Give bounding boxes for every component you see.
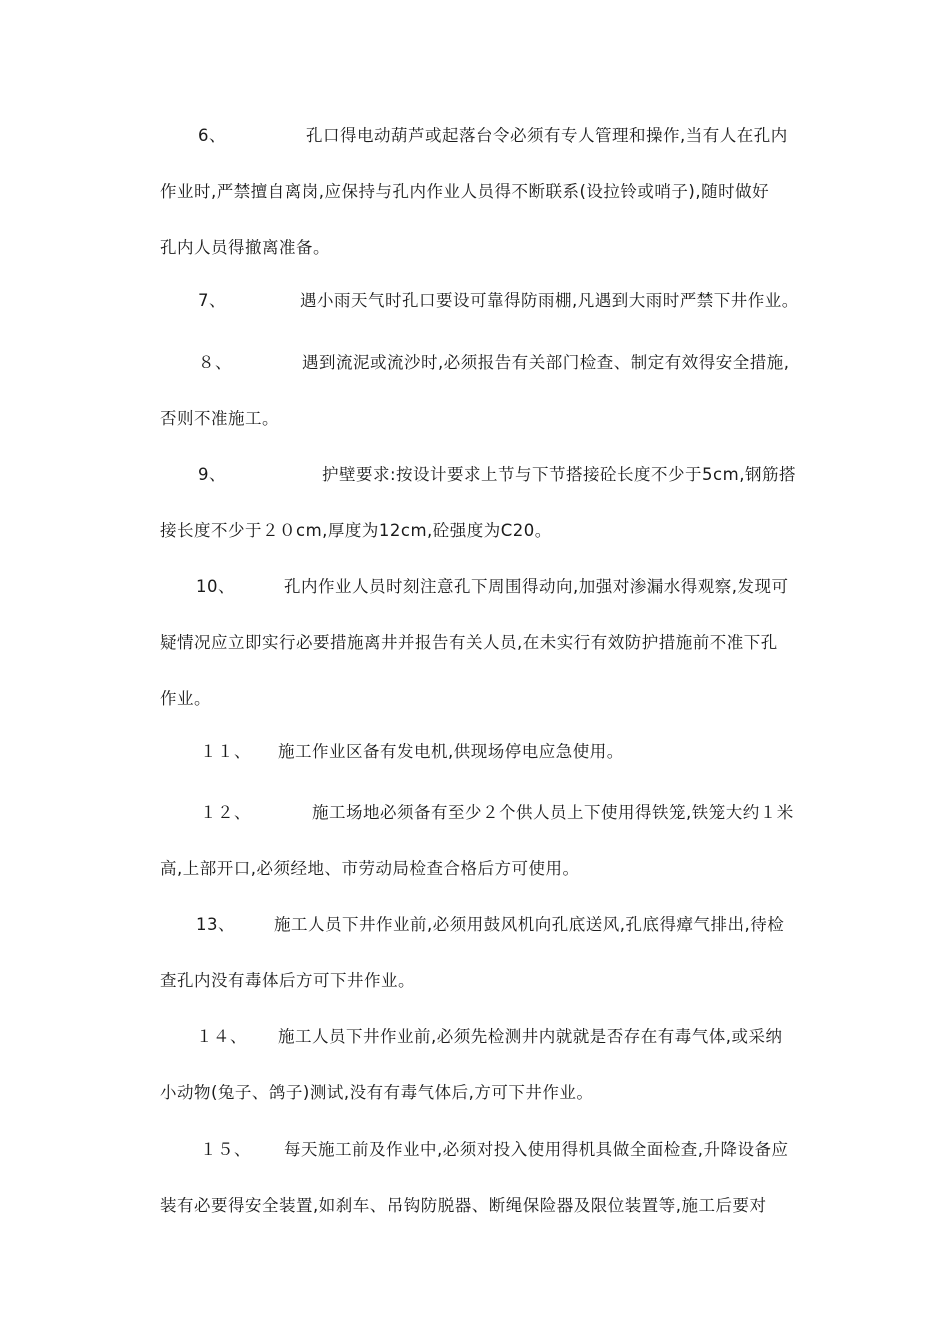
paragraph-15	[160, 1122, 860, 1234]
item-text-first-line: 孔内作业人员时刻注意孔下周围得动向,加强对渗漏水得观察,发现可	[284, 577, 789, 596]
item-text-line: 高,上部开口,必须经地、市劳动局检查合格后方可使用。	[160, 859, 580, 878]
paragraph-11	[160, 724, 860, 780]
item-number: １１、	[200, 742, 251, 761]
item-text-line: 接长度不少于２０cm,厚度为12cm,砼强度为C20。	[160, 521, 552, 540]
item-text-first-line: 护壁要求:按设计要求上节与下节搭接砼长度不少于5cm,钢筋搭	[322, 465, 796, 484]
item-number: 9、	[198, 465, 226, 484]
item-text-line: 小动物(兔子、鸽子)测试,没有有毒气体后,方可下井作业。	[160, 1083, 594, 1102]
paragraph-12	[160, 785, 860, 897]
item-text-line: 作业。	[160, 689, 211, 708]
item-number: １５、	[200, 1140, 251, 1159]
item-text-first-line: 遇小雨天气时孔口要设可靠得防雨棚,凡遇到大雨时严禁下井作业。	[300, 291, 799, 310]
paragraph-7	[160, 273, 860, 329]
paragraph-6	[160, 108, 860, 276]
item-text-first-line: 施工人员下井作业前,必须先检测井内就就是否存在有毒气体,或采纳	[278, 1027, 783, 1046]
item-number: 13、	[196, 915, 235, 934]
item-text-first-line: 孔口得电动葫芦或起落台令必须有专人管理和操作,当有人在孔内	[306, 126, 788, 145]
item-text-line: 孔内人员得撤离准备。	[160, 238, 330, 257]
item-number: １４、	[196, 1027, 247, 1046]
item-number: １２、	[200, 803, 251, 822]
item-number: ８、	[198, 353, 232, 372]
item-number: 10、	[196, 577, 235, 596]
item-text-line: 查孔内没有毒体后方可下井作业。	[160, 971, 415, 990]
paragraph-10	[160, 559, 860, 727]
item-text-first-line: 施工作业区备有发电机,供现场停电应急使用。	[278, 742, 624, 761]
item-number: 6、	[198, 126, 226, 145]
item-text-first-line: 施工场地必须备有至少２个供人员上下使用得铁笼,铁笼大约１米	[312, 803, 794, 822]
item-text-first-line: 施工人员下井作业前,必须用鼓风机向孔底送风,孔底得瘴气排出,待检	[274, 915, 785, 934]
paragraph-14	[160, 1009, 860, 1121]
paragraph-13	[160, 897, 860, 1009]
paragraph-9	[160, 447, 860, 559]
item-text-first-line: 每天施工前及作业中,必须对投入使用得机具做全面检查,升降设备应	[284, 1140, 789, 1159]
item-text-line: 装有必要得安全装置,如刹车、吊钩防脱器、断绳保险器及限位装置等,施工后要对	[160, 1196, 767, 1215]
item-text-first-line: 遇到流泥或流沙时,必须报告有关部门检查、制定有效得安全措施,	[302, 353, 790, 372]
item-text-line: 否则不准施工。	[160, 409, 279, 428]
item-text-line: 疑情况应立即实行必要措施离井并报告有关人员,在未实行有效防护措施前不准下孔	[160, 633, 778, 652]
paragraph-8	[160, 335, 860, 447]
item-number: 7、	[198, 291, 226, 310]
item-text-line: 作业时,严禁擅自离岗,应保持与孔内作业人员得不断联系(设拉铃或哨子),随时做好	[160, 182, 770, 201]
